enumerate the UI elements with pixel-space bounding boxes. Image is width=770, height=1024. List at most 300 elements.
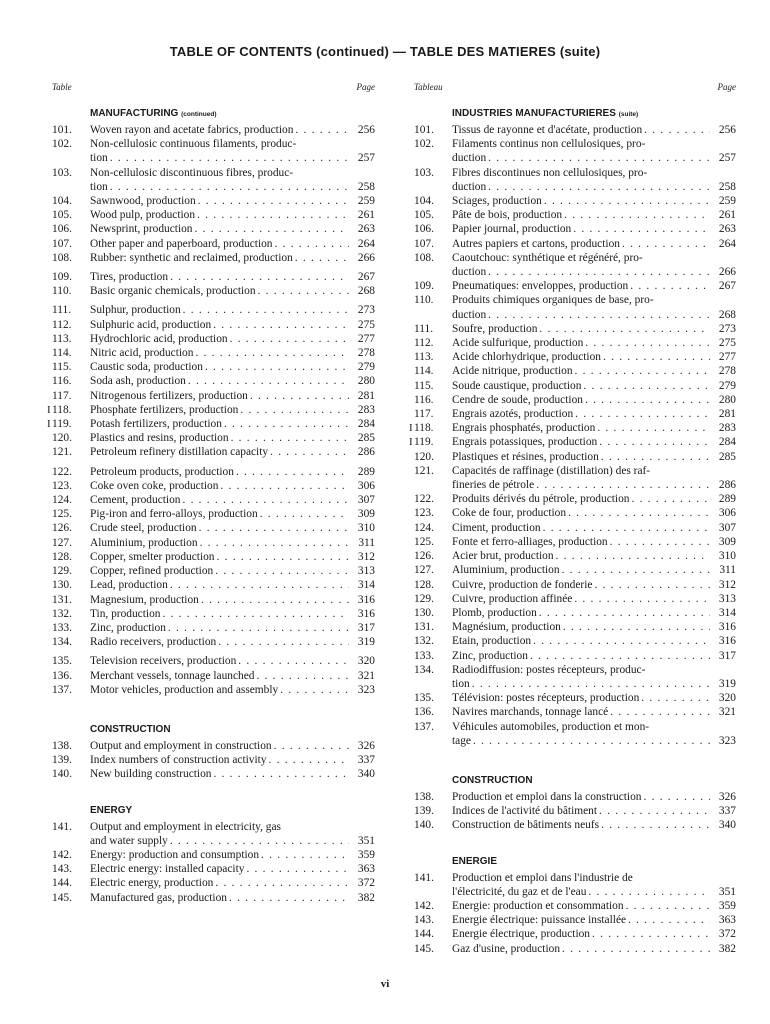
page-ref: 314 <box>718 606 736 619</box>
table-number: 144. <box>414 928 434 941</box>
toc-entry[interactable] <box>52 360 375 374</box>
entry-title <box>90 862 351 876</box>
toc-entry[interactable] <box>414 606 736 620</box>
toc-entry[interactable] <box>52 493 375 507</box>
page-ref: 306 <box>357 479 375 492</box>
toc-entry[interactable] <box>414 450 736 464</box>
toc-entry[interactable] <box>414 506 736 520</box>
toc-entry[interactable] <box>52 820 375 848</box>
table-number: 112. <box>52 318 72 331</box>
entry-title-text: Newsprint, production <box>90 223 193 236</box>
page-ref: 264 <box>357 237 375 250</box>
leader-dots <box>594 578 710 592</box>
section-title: ENERGIE <box>452 855 498 867</box>
page-ref: 309 <box>718 535 736 548</box>
section-title-note: (continued) <box>181 111 217 118</box>
toc-entry[interactable] <box>414 350 736 364</box>
page-ref: 311 <box>358 536 375 549</box>
entry-title-text: Sciages, production <box>452 195 542 208</box>
table-number: 129. <box>52 565 72 578</box>
table-number: 101. <box>52 124 72 136</box>
entry-title-text: Pneumatiques: enveloppes, production <box>452 280 629 293</box>
page-ref: 319 <box>357 636 375 649</box>
entry-title-text: Acide nitrique, production <box>452 365 573 378</box>
toc-entry[interactable] <box>52 346 375 360</box>
entry-title-text: Copper, smelter production <box>90 550 215 563</box>
entry-title <box>452 663 712 691</box>
entry-title-text: Merchant vessels, tonnage launched <box>90 669 255 682</box>
entry-title <box>452 790 712 804</box>
table-number: 143. <box>414 914 434 927</box>
toc-entry[interactable] <box>414 464 736 492</box>
section-heading <box>90 724 375 735</box>
section-title: CONSTRUCTION <box>90 723 171 735</box>
entry-title-text: tion <box>452 677 470 690</box>
entry-title-text: Coke de four, production <box>452 507 567 520</box>
page-ref: 337 <box>718 805 736 818</box>
entry-title-text: Tires, production <box>90 271 169 284</box>
table-number: 104. <box>414 195 434 208</box>
entry-title-text: Véhicules automobiles, production et mon- <box>452 720 650 733</box>
page-ref: 320 <box>718 692 736 705</box>
page-ref: 323 <box>718 734 736 747</box>
leader-dots <box>218 635 349 649</box>
entry-title-text: Plastiques et résines, production <box>452 450 599 463</box>
entry-title-line <box>452 871 712 885</box>
entry-title <box>452 506 712 520</box>
toc-entry[interactable] <box>52 284 375 298</box>
entry-title <box>90 431 351 445</box>
page-ref: 337 <box>357 754 375 767</box>
toc-entry[interactable] <box>52 593 375 607</box>
page-ref: 326 <box>718 790 736 803</box>
toc-entry[interactable] <box>52 607 375 621</box>
table-number: 145. <box>52 891 72 904</box>
table-number: 109. <box>414 280 434 293</box>
entry-title <box>452 222 712 236</box>
toc-entry[interactable] <box>52 318 375 332</box>
entry-title <box>90 593 351 607</box>
entry-title <box>452 705 712 719</box>
page-ref: 382 <box>357 891 375 904</box>
toc-entry[interactable] <box>52 137 375 165</box>
entry-title-text: Energie électrique: puissance installée <box>452 914 627 927</box>
toc-entry[interactable] <box>414 194 736 208</box>
entry-title <box>90 222 351 236</box>
entry-title-text: Lead, production <box>90 579 168 592</box>
section-title: ENERGY <box>90 804 133 816</box>
entry-title-line <box>452 734 712 748</box>
leader-dots <box>260 507 349 521</box>
entry-title <box>90 332 351 346</box>
toc-entry[interactable] <box>414 166 736 194</box>
entry-title-text: Phosphate fertilizers, production <box>90 403 239 416</box>
entry-title-text: tion <box>90 152 108 165</box>
toc-entry[interactable] <box>52 753 375 767</box>
toc-entry[interactable] <box>52 465 375 479</box>
entry-title-text: Acide sulfurique, production <box>452 337 584 350</box>
page-ref: 257 <box>357 152 375 165</box>
entry-title-text: l'électricité, du gaz et de l'eau <box>452 885 587 898</box>
toc-entry[interactable] <box>52 251 375 265</box>
toc-entry[interactable] <box>414 521 736 535</box>
toc-entry[interactable] <box>414 237 736 251</box>
leader-dots <box>575 407 710 421</box>
table-number: 104. <box>52 195 72 208</box>
toc-entry[interactable] <box>414 942 736 956</box>
entry-title-text: Zinc, production <box>90 621 166 634</box>
toc-entry[interactable] <box>414 899 736 913</box>
english-contents-column <box>47 82 375 905</box>
toc-entry[interactable] <box>414 578 736 592</box>
table-number: 124. <box>52 494 72 507</box>
toc-entry[interactable] <box>414 790 736 804</box>
page-ref: 279 <box>718 379 736 392</box>
table-number: 144. <box>52 877 72 890</box>
leader-dots <box>563 620 710 634</box>
leader-dots <box>188 374 349 388</box>
toc-entry[interactable] <box>52 891 375 905</box>
leader-dots <box>275 237 350 251</box>
toc-entry[interactable] <box>52 550 375 564</box>
table-number: 132. <box>414 635 434 648</box>
entry-title-text: Etain, production <box>452 635 532 648</box>
leader-dots <box>195 346 349 360</box>
table-number: 142. <box>52 848 72 861</box>
leader-dots <box>224 417 349 431</box>
toc-entry[interactable] <box>47 403 375 417</box>
table-number: 145. <box>414 942 434 955</box>
toc-entry[interactable] <box>52 445 375 459</box>
entry-title-text: Autres papiers et cartons, production <box>452 237 620 250</box>
entry-title <box>452 137 712 165</box>
page-ref: 382 <box>718 942 736 955</box>
entry-title-text: Engrais azotés, production <box>452 408 574 421</box>
entry-title-line <box>452 308 712 322</box>
page-ref: 283 <box>357 403 375 416</box>
table-number: 127. <box>414 564 434 577</box>
leader-dots <box>220 479 349 493</box>
toc-entry[interactable] <box>52 564 375 578</box>
table-number: 110. <box>52 285 72 298</box>
page-ref: 263 <box>357 223 375 236</box>
entry-title-text: Pig-iron and ferro-alloys, production <box>90 508 258 521</box>
entry-title <box>452 450 712 464</box>
leader-dots <box>215 564 349 578</box>
entry-title <box>452 620 712 634</box>
entry-title <box>452 634 712 648</box>
leader-dots <box>183 303 349 317</box>
entry-title-line <box>90 166 351 180</box>
entry-title-text: Tin, production <box>90 607 161 620</box>
toc-entry[interactable] <box>414 379 736 393</box>
page-column-label: Page <box>717 82 736 92</box>
entry-title <box>90 669 351 683</box>
toc-entry[interactable] <box>52 374 375 388</box>
toc-entry[interactable] <box>414 251 736 279</box>
entry-title <box>452 237 712 251</box>
leader-dots <box>599 804 710 818</box>
table-number: 102. <box>52 138 72 151</box>
table-number: 107. <box>52 237 72 250</box>
toc-entry[interactable] <box>52 578 375 592</box>
leader-dots <box>539 606 710 620</box>
toc-entry[interactable] <box>52 237 375 251</box>
table-number: 127. <box>52 536 72 549</box>
page-ref: 316 <box>357 593 375 606</box>
toc-entry[interactable] <box>414 322 736 336</box>
margin-mark: I <box>409 422 413 435</box>
table-number: 135. <box>414 692 434 705</box>
entry-title-text: Engrais phosphatés, production <box>452 422 596 435</box>
table-number: 114. <box>52 347 72 360</box>
toc-entry[interactable] <box>414 535 736 549</box>
entry-title-text: duction <box>452 308 487 321</box>
toc-entry[interactable] <box>52 848 375 862</box>
toc-entry[interactable] <box>52 635 375 649</box>
toc-entry[interactable] <box>52 876 375 890</box>
page-ref: 326 <box>357 739 375 752</box>
section-heading <box>452 108 736 119</box>
toc-entry[interactable] <box>414 649 736 663</box>
section-heading <box>90 108 375 119</box>
entry-title <box>90 303 351 317</box>
table-number: 118. <box>52 403 72 416</box>
toc-entry[interactable] <box>414 871 736 899</box>
entry-title <box>90 403 351 417</box>
entry-title <box>90 123 351 137</box>
page-ref: 363 <box>357 863 375 876</box>
toc-entry[interactable] <box>414 137 736 165</box>
table-number: 119. <box>414 436 434 449</box>
table-number: 106. <box>414 223 434 236</box>
table-number: 120. <box>52 432 72 445</box>
leader-dots <box>229 891 349 905</box>
leader-dots <box>274 739 349 753</box>
page-ref: 312 <box>357 550 375 563</box>
leader-dots <box>213 318 349 332</box>
table-number: 106. <box>52 223 72 236</box>
entry-title <box>452 279 712 293</box>
toc-entry[interactable] <box>414 222 736 236</box>
toc-entry[interactable] <box>414 364 736 378</box>
toc-entry[interactable] <box>414 720 736 748</box>
entry-title-text: Wood pulp, production <box>90 209 196 222</box>
entry-title <box>452 549 712 563</box>
entry-title-text: Fonte et ferro-alliages, production <box>452 535 608 548</box>
entry-title-line <box>452 478 712 492</box>
entry-title-text: Energie: production et consommation <box>452 899 624 912</box>
toc-entry[interactable] <box>52 166 375 194</box>
entry-title <box>90 493 351 507</box>
toc-entry[interactable] <box>409 421 736 435</box>
entry-title <box>452 804 712 818</box>
toc-entry[interactable] <box>414 620 736 634</box>
toc-entry[interactable] <box>409 435 736 449</box>
toc-entry[interactable] <box>414 336 736 350</box>
toc-entry[interactable] <box>414 563 736 577</box>
entry-title <box>90 346 351 360</box>
entry-title <box>452 407 712 421</box>
entry-title <box>90 521 351 535</box>
entry-title-text: Nitrogenous fertilizers, production <box>90 389 248 402</box>
entry-title <box>452 606 712 620</box>
page-ref: 281 <box>718 408 736 421</box>
entry-title-text: Gaz d'usine, production <box>452 942 561 955</box>
table-number: 102. <box>414 138 434 151</box>
entry-title <box>90 318 351 332</box>
toc-entry[interactable] <box>414 208 736 222</box>
leader-dots <box>622 237 710 251</box>
page-ref: 267 <box>718 280 736 293</box>
table-column-label: Table <box>52 82 72 92</box>
table-number: 103. <box>414 166 434 179</box>
entry-title-text: duction <box>452 266 487 279</box>
toc-entry[interactable] <box>52 303 375 317</box>
toc-entry[interactable] <box>52 123 375 137</box>
section-title-note: (suite) <box>618 111 639 118</box>
table-number: 143. <box>52 863 72 876</box>
table-number: 111. <box>52 304 72 317</box>
entry-title-line <box>452 180 712 194</box>
toc-entry[interactable] <box>52 669 375 683</box>
entry-title-text: Nitric acid, production <box>90 347 194 360</box>
toc-entry[interactable] <box>414 393 736 407</box>
toc-entry[interactable] <box>52 621 375 635</box>
table-number: 114. <box>414 365 434 378</box>
entry-title-text: duction <box>452 180 487 193</box>
entry-title-text: Production et emploi dans la construction <box>452 790 642 803</box>
toc-entry[interactable] <box>52 521 375 535</box>
toc-entry[interactable] <box>414 663 736 691</box>
page-column-label: Page <box>356 82 375 92</box>
toc-entry[interactable] <box>414 804 736 818</box>
leader-dots <box>256 669 349 683</box>
toc-entry[interactable] <box>414 407 736 421</box>
toc-entry[interactable] <box>414 492 736 506</box>
leader-dots <box>585 336 710 350</box>
entry-title <box>452 293 712 321</box>
entry-title <box>90 739 351 753</box>
toc-entry[interactable] <box>414 549 736 563</box>
entry-title-line <box>452 137 712 151</box>
leader-dots <box>110 151 349 165</box>
page-ref: 259 <box>357 195 375 208</box>
toc-entry[interactable] <box>52 479 375 493</box>
entry-title-line <box>452 464 712 478</box>
toc-entry[interactable] <box>52 862 375 876</box>
entry-title <box>90 607 351 621</box>
entry-title <box>90 820 351 848</box>
toc-entry[interactable] <box>47 417 375 431</box>
leader-dots <box>473 734 710 748</box>
leader-dots <box>573 222 710 236</box>
page-ref: 321 <box>718 706 736 719</box>
toc-entry[interactable] <box>414 279 736 293</box>
toc-entry[interactable] <box>52 431 375 445</box>
entry-title-text: Radiodiffusion: postes récepteurs, produc- <box>452 663 646 676</box>
toc-entry[interactable] <box>52 654 375 668</box>
entry-title-text: Potash fertilizers, production <box>90 418 222 431</box>
toc-entry[interactable] <box>414 705 736 719</box>
table-number: 115. <box>52 361 72 374</box>
entry-title <box>452 393 712 407</box>
toc-entry[interactable] <box>52 389 375 403</box>
page-ref: 351 <box>718 885 736 898</box>
entry-title-text: duction <box>452 152 487 165</box>
page-ref: 316 <box>357 607 375 620</box>
toc-entry[interactable] <box>414 927 736 941</box>
entry-title <box>452 379 712 393</box>
table-number: 130. <box>52 579 72 592</box>
entry-title <box>90 767 351 781</box>
entry-title <box>90 564 351 578</box>
page-ref: 278 <box>718 365 736 378</box>
entry-title <box>452 166 712 194</box>
toc-entry[interactable] <box>52 536 375 550</box>
leader-dots <box>568 506 710 520</box>
toc-entry[interactable] <box>52 507 375 521</box>
leader-dots <box>280 683 349 697</box>
toc-entry[interactable] <box>414 691 736 705</box>
entry-title <box>90 137 351 165</box>
entry-title <box>90 753 351 767</box>
toc-entry[interactable] <box>414 818 736 832</box>
toc-entry[interactable] <box>414 634 736 648</box>
toc-entry[interactable] <box>52 208 375 222</box>
entry-title <box>452 251 712 279</box>
entry-title <box>452 942 712 956</box>
toc-entry[interactable] <box>414 592 736 606</box>
entry-title-text: Crude steel, production <box>90 522 197 535</box>
entry-title-text: New building construction <box>90 768 212 781</box>
table-number: 140. <box>52 768 72 781</box>
page-ref: 261 <box>718 209 736 222</box>
leader-dots <box>236 465 349 479</box>
page-ref: 266 <box>357 251 375 264</box>
entry-title <box>90 848 351 862</box>
toc-entry[interactable] <box>52 194 375 208</box>
page-ref: 314 <box>357 579 375 592</box>
toc-entry[interactable] <box>52 270 375 284</box>
leader-dots <box>599 435 710 449</box>
entry-title-line <box>452 166 712 180</box>
toc-entry[interactable] <box>414 913 736 927</box>
leader-dots <box>588 885 710 899</box>
toc-entry[interactable] <box>414 293 736 321</box>
entry-title <box>90 479 351 493</box>
entry-title-text: Woven rayon and acetate fabrics, production <box>90 124 294 136</box>
toc-entry[interactable] <box>52 767 375 781</box>
toc-entry[interactable] <box>52 332 375 346</box>
toc-entry[interactable] <box>52 739 375 753</box>
toc-entry[interactable] <box>52 222 375 236</box>
leader-dots <box>201 593 349 607</box>
leader-dots <box>533 634 710 648</box>
entry-title-text: Cuivre, production affinée <box>452 592 573 605</box>
page-ref: 289 <box>718 493 736 506</box>
table-number: 130. <box>414 606 434 619</box>
entry-title <box>452 578 712 592</box>
page-ref: 340 <box>357 768 375 781</box>
table-number: 133. <box>52 621 72 634</box>
page-ref: 278 <box>357 347 375 360</box>
leader-dots <box>295 251 349 265</box>
toc-entry[interactable] <box>414 123 736 137</box>
section-title: CONSTRUCTION <box>452 774 533 786</box>
section-heading <box>90 805 375 816</box>
toc-entry[interactable] <box>52 683 375 697</box>
